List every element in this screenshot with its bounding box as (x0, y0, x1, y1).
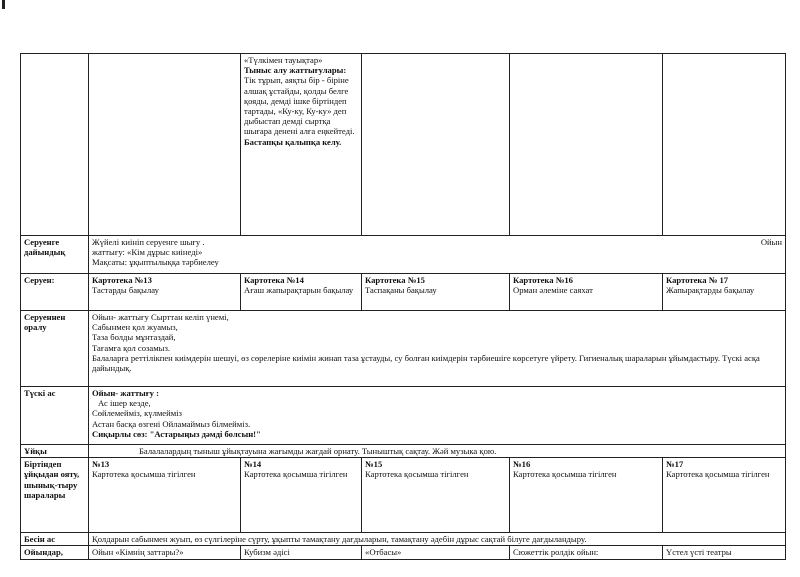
games-cell-1: Ойын «Кімнің заттары?» (89, 546, 241, 559)
wake-card-title: №15 (365, 459, 383, 470)
continuation-empty-cell-5 (663, 54, 786, 236)
return-line-2: Сабынмен қол жуамыз, (92, 322, 178, 333)
continuation-empty-cell-4 (510, 54, 663, 236)
prep-line-1-right: Ойын (760, 237, 783, 247)
return-row (21, 311, 786, 387)
continuation-empty-cell-3 (362, 54, 510, 236)
lunch-title: Ойын- жаттығу : (92, 388, 159, 398)
games-row (21, 546, 786, 559)
scan-edge-mark (2, 0, 5, 9)
wake-card-text: Картотека қосымша тігілген (513, 469, 617, 480)
walk-card-15 (362, 274, 510, 311)
wake-card-16 (510, 458, 663, 533)
daily-plan-table (20, 53, 786, 560)
walk-card-16 (510, 274, 663, 311)
snack-label: Бесін ас (21, 533, 89, 546)
prep-line-1: Жүйелі киініп серуенге шығу . (92, 237, 205, 247)
lunch-row (21, 387, 786, 445)
continuation-text-cell (241, 54, 362, 236)
continuation-row (21, 54, 786, 236)
games-cell-4: Сюжеттік ролдік ойын: (510, 546, 663, 559)
walk-row (21, 274, 786, 311)
games-cell-3: «Отбасы» (362, 546, 510, 559)
walk-card-title: Картотека №15 (365, 275, 425, 285)
return-line-3: Таза болды мұнтаздай, (92, 332, 176, 343)
wake-card-text: Картотека қосымша тігілген (365, 469, 469, 480)
return-text-cell (89, 311, 786, 387)
wake-card-text: Картотека қосымша тігілген (666, 469, 770, 480)
lunch-secret-word: Сиқырлы сөз: "Астарыңыз дәмді болсын!" (92, 428, 261, 439)
prep-row (21, 236, 786, 274)
walk-card-text: Ағаш жапырақтарын бақылау (244, 285, 354, 296)
wake-card-14 (241, 458, 362, 533)
wake-row (21, 458, 786, 533)
walk-card-title: Картотека № 17 (666, 275, 729, 285)
continuation-empty-cell (89, 54, 241, 236)
wake-card-title: №13 (92, 459, 110, 470)
continuation-label-cell (21, 54, 89, 236)
prep-line-2: жаттығу: «Кім дұрыс киінеді» (92, 247, 203, 258)
breathing-text: Тік тұрып, аяқты бір - біріне алшақ ұстайды, қолды белге қояды, демді ішке біртіндеп тартады, «Ку-ку, Ку-ку» деп дыбыстап демді сыртқа шығара денені алға еңкейтеді. (244, 75, 355, 137)
walk-card-text: Орман әлеміне саяхат (513, 285, 593, 296)
snack-row (21, 533, 786, 546)
prep-label: Серуенге дайындық (21, 236, 89, 274)
games-label: Ойындар, (21, 546, 89, 559)
wake-card-13 (89, 458, 241, 533)
walk-card-text: Жапырақтарды бақылау (666, 285, 755, 296)
wake-card-title: №16 (513, 459, 531, 470)
lunch-line-1: Ас ішер кезде, (98, 398, 151, 409)
sleep-row (21, 445, 786, 458)
wake-card-17 (663, 458, 786, 533)
wake-card-text: Картотека қосымша тігілген (92, 469, 196, 480)
end-text: Бастапқы қалыпқа келу. (244, 136, 342, 147)
lunch-line-3: Астан басқа өзгені Ойламаймыз білмейміз. (92, 418, 251, 429)
lunch-line-2: Сөйлемейміз, күлмейміз (92, 408, 182, 419)
return-line-1: Ойын- жаттығу Сырттан келіп үнемі, (92, 312, 229, 322)
walk-card-13 (89, 274, 241, 311)
walk-label: Серуен: (21, 274, 89, 311)
return-label: Серуеннен оралу (21, 311, 89, 387)
return-line-4: Тағамға қол созамыз. (92, 342, 170, 353)
game-title: «Түлкімен тауықтар» (244, 55, 323, 65)
walk-card-title: Картотека №16 (513, 275, 573, 285)
sleep-text: Балалалардың тыныш ұйықтауына жағымды жағдай орнату. Тыныштық сақтау. Жәй музыка қою. (89, 445, 786, 458)
wake-card-15 (362, 458, 510, 533)
walk-card-title: Картотека №14 (244, 275, 304, 285)
wake-label: Біртіндеп ұйқыдан ояту, шынық-тыру шаралары (21, 458, 89, 533)
games-cell-5: Үстел үсті театры (663, 546, 786, 559)
wake-card-title: №14 (244, 459, 262, 470)
prep-text-cell (89, 236, 786, 274)
walk-card-text: Таспақаны бақылау (365, 285, 437, 296)
games-cell-2: Кубизм әдісі (241, 546, 362, 559)
lunch-label: Түскі ас (21, 387, 89, 445)
snack-text: Қолдарын сабынмен жуып, өз сүлгілеріне сүрту, ұқыпты тамақтану дағдыларын, тамақтану әдебін дұрыс сақтай білуге дағдыландыру. (89, 533, 786, 546)
return-line-5: Балаларға реттілікпен киімдерін шешуі, өз сөрелеріне киімін жинап таза ұстауды, су болған киімдерін тәрбиешіге көрсетуге үйрету. Гигиеналық шараларын ұйымдастыру. Түскі асқа дайындық. (92, 352, 760, 374)
wake-card-text: Картотека қосымша тігілген (244, 469, 348, 480)
breathing-title: Тыныс алу жаттығулары: (244, 65, 347, 76)
lunch-text-cell (89, 387, 786, 445)
prep-line-3: Мақсаты: ұқыптылыққа тәрбиелеу (92, 257, 219, 268)
walk-card-14 (241, 274, 362, 311)
walk-card-text: Тастарды бақылау (92, 285, 159, 296)
walk-card-title: Картотека №13 (92, 275, 152, 285)
wake-card-title: №17 (666, 459, 684, 470)
sleep-label: Ұйқы (21, 445, 89, 458)
walk-card-17 (663, 274, 786, 311)
